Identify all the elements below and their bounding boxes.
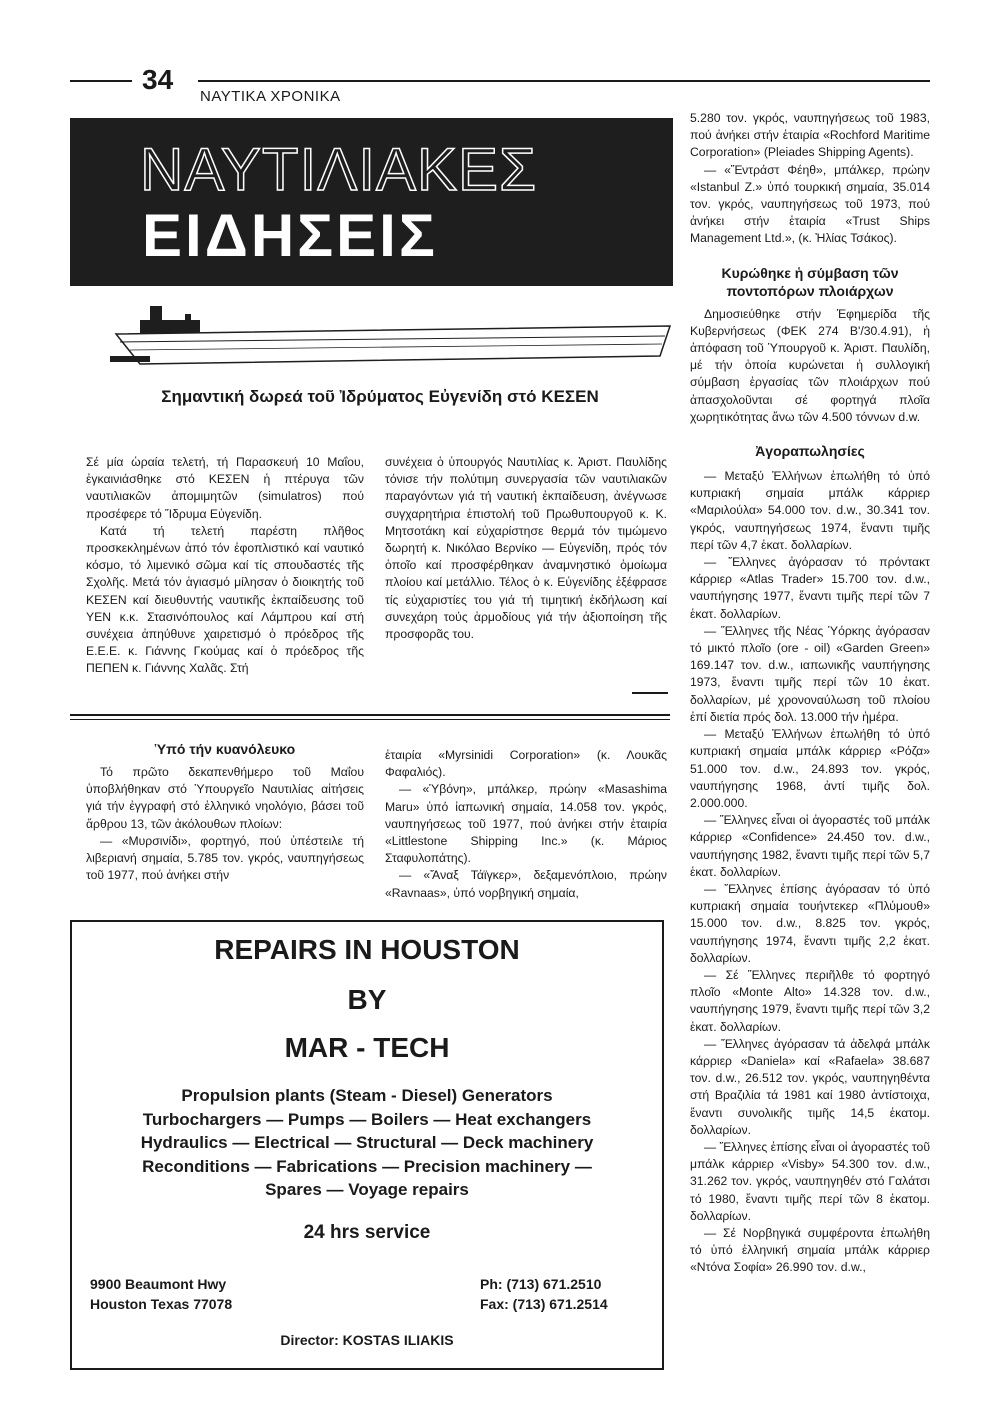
ratification-paragraph: Δημοσιεύθηκε στήν Ἐφημερίδα τῆς Κυβερνήσεως (ΦΕΚ 274 Β'/30.4.91), ἡ ἀπόφαση τοῦ Ὑπουργοῦ κ. Ἀριστ. Παυλίδη, μέ τήν ὁποία κυρώνεται ἡ συλλογική σύμβαση ἐργασίας τῶν πλοιάρχων πού ἀπασχολοῦνται σέ φορτηγά πλοῖα χωρητικότητας ἄνω τῶν 4.500 τόννων d.w. <box>690 306 930 424</box>
ad-contact <box>480 1274 608 1314</box>
magazine-name: ΝΑΥΤΙΚΑ ΧΡΟΝΙΚΑ <box>200 88 341 105</box>
ad-company: MAR - TECH <box>284 1032 450 1063</box>
header-rule-left <box>70 80 132 82</box>
article-end-mark <box>632 692 668 694</box>
ship-illustration <box>110 286 680 370</box>
article2-col1 <box>86 764 364 884</box>
ad-address <box>90 1274 232 1314</box>
ad-service-line: Turbochargers — Pumps — Boilers — Heat exchangers <box>142 1109 592 1129</box>
article1-title: Σημαντική δωρεά τοῦ Ἰδρύματος Εὐγενίδη στό ΚΕΣΕΝ <box>161 387 599 406</box>
right-column <box>690 110 930 1277</box>
ad-services <box>72 1084 662 1202</box>
ad-service-line: Propulsion plants (Steam - Diesel) Generators <box>181 1086 553 1105</box>
article2-paragraph: ἑταιρία «Myrsinidi Corporation» (κ. Λουκᾶς Φαφαλιός). <box>385 748 667 780</box>
ad-address-line2: Houston Texas 77078 <box>90 1296 233 1312</box>
ratification-title: Κυρώθηκε ἡ σύμβαση τῶν ποντοπόρων πλοιάρχων <box>721 264 899 299</box>
sales-item: — Μεταξύ Ἑλλήνων ἐπωλήθη τό ὑπό κυπριακή σημαία μπάλκ κάρριερ «Μαριλούλα» 54.000 τον. d.w., 30.341 τον. γκρός, ναυπηγήσεως 1974, ἔναντι τιμῆς περί τῶν 4,7 ἑκατ. δολλαρίων. <box>690 469 930 552</box>
ship-mast <box>185 314 191 328</box>
sales-item: — Ἕλληνες τῆς Νέας Ὑόρκης ἀγόρασαν τό μικτό πλοῖο (ore - oil) «Garden Green» 169.147 τον. d.w., ιαπωνικῆς ναυπήγησης 1973, ἔναντι τιμῆς περί τῶν 10 ἑκατ. δολλαρίων, μέ χρονοναύλωση τοῦ πλοίου ἐπί διετία πρός δολ. 13.000 τήν ἡμέρα. <box>690 623 930 724</box>
header-rule-right <box>198 80 930 82</box>
ad-service-line: Spares — Voyage repairs <box>265 1180 469 1199</box>
ad-director: Director: KOSTAS ILIAKIS <box>280 1332 454 1348</box>
article1-col1 <box>86 454 364 678</box>
ship-stern <box>110 356 150 362</box>
article1-paragraph: Κατά τή τελετή παρέστη πλῆθος προσκεκλημένων ἀπό τόν ἐφοπλιστικό καί ναυτικό κόσμο, τό λιμενικό σῶμα καί τίς σπουδαστές τῆς Σχολῆς. Μετά τόν ἁγιασμό μίλησαν ὁ διοικητής τοῦ ΚΕΣΕΝ καί διευθυντής ναυτικῆς ἐκπαίδευσης τοῦ ΥΕΝ κ.κ. Στασινόπουλος καί Λάμπρου καί στή συνέχεια ἀπηύθυνε χαιρετισμό ὁ πρόεδρος τῆς Ε.Ε.Ε. κ. Γιάννης Γκούμας καί ὁ πρόεδρος τῆς ΠΕΠΕΝ κ. Γιάννης Χαλᾶς. Στή <box>86 523 364 676</box>
page-number: 34 <box>142 64 174 95</box>
article1-paragraph: Σέ μία ὡραία τελετή, τή Παρασκευή 10 Μαΐου, ἐγκαινιάσθηκε στό ΚΕΣΕΝ ἡ πτέρυγα τῶν ναυτιλιακῶν ἀπομιμητῶν (simulatros) πού προσέφερε τό Ἵδρυμα Εὐγενίδη. <box>86 455 364 521</box>
section-divider-thin <box>70 719 670 720</box>
sales-item: — Μεταξύ Ἑλλήνων ἐπωλήθη τό ὑπό κυπριακή σημαία μπάλκ κάρριερ «Ρόζα» 51.000 τον. d.w., 24.893 τον. γκρός, ναυπήγησης 1968, ἀντί τιμῆς δολ. 2.000.000. <box>690 727 930 810</box>
ad-fax: Fax: (713) 671.2514 <box>480 1296 608 1312</box>
banner-title-line2: ΕΙΔΗΣΕΙΣ <box>142 202 438 269</box>
advertisement-box <box>70 920 664 1370</box>
article2-paragraph: Τό πρῶτο δεκαπενθήμερο τοῦ Μαΐου ὑποβλήθηκαν στό Ὑπουργεῖο Ναυτιλίας αἰτήσεις γιά τήν ἐγγραφή στό ἑλληνικό νηολόγιο, βάσει τοῦ ἄρθρου 13, τῶν ἀκόλουθων πλοίων: <box>86 765 364 831</box>
ad-headline: REPAIRS IN HOUSTON <box>214 934 520 965</box>
sales-item: — Σέ Νορβηγικά συμφέροντα ἐπωλήθη τό ὑπό ἑλληνική σημαία μπάλκ κάρριερ «Ντόνα Σοφία» 26.990 τον. d.w., <box>690 1225 930 1275</box>
sales-item: — Ἕλληνες ἐπίσης ἀγόρασαν τό ὑπό κυπριακή σημαία τουήντεκερ «Πλύμουθ» 15.000 τον. d.w., 8.825 τον. γκρός, ναυπήγησης 1974, ἔναντι τιμῆς 2,2 ἑκατ. δολλαρίων. <box>690 881 930 965</box>
article2-title: Ὑπό τήν κυανόλευκο <box>154 741 296 757</box>
ad-service-line: Reconditions — Fabrications — Precision machinery — <box>142 1156 592 1176</box>
news-banner <box>70 118 673 286</box>
ad-address-line1: 9900 Beaumont Hwy <box>90 1276 227 1292</box>
sales-item: — Σέ Ἕλληνες περιῆλθε τό φορτηγό πλοῖο «Monte Alto» 14.328 τον. d.w., ναυπήγησης 1979, ἔναντι τιμῆς περί τῶν 3,2 ἑκατ. δολλαρίων. <box>690 967 930 1034</box>
article2-paragraph: — «Μυρσινίδι», φορτηγό, πού ὑπέστειλε τή λιβεριανή σημαία, 5.785 τον. γκρός, ναυπηγήσεως τοῦ 1977, πού ἀνήκει στήν <box>86 833 364 883</box>
right-intro-paragraph: — «Ἔντράστ Φέηθ», μπάλκερ, πρώην «Istanbul Z.» ὑπό τουρκική σημαία, 35.014 τον. γκρός, ναυπηγήσεως τοῦ 1973, πού ἀνήκει στήν ἑταιρία «Trust Ships Management Ltd.», (κ. Ἠλίας Τσάκος). <box>690 162 930 246</box>
sales-item: — Ἕλληνες εἶναι οἱ ἀγοραστές τοῦ μπάλκ κάρριερ «Confidence» 24.450 τον. d.w., ναυπήγησης 1982, ἔναντι τιμῆς περί τῶν 5,7 ἑκατ. δολλαρίων. <box>690 813 930 879</box>
ad-by: BY <box>347 984 387 1015</box>
sales-title: Ἀγοραπωλησίες <box>755 443 865 460</box>
article1-col2 <box>385 454 667 643</box>
ad-phone: Ph: (713) 671.2510 <box>480 1276 602 1292</box>
banner-title-line1: ΝΑΥΤΙΛΙΑΚΕΣ <box>140 136 538 203</box>
ad-service-line: Hydraulics — Electrical — Structural — Deck machinery <box>140 1133 594 1152</box>
article2-paragraph: — «Ἄναξ Τάϊγκερ», δεξαμενόπλοιο, πρώην «Ravnaas», ὑπό νορβηγική σημαία, <box>385 868 667 900</box>
article2-col2 <box>385 747 667 902</box>
ad-service-hours: 24 hrs service <box>303 1222 431 1243</box>
sales-item: — Ἕλληνες ἀγόρασαν τά ἀδελφά μπάλκ κάρριερ «Daniela» καί «Rafaela» 38.687 τον. d.w., 26.512 τον. γκρός, ναυπηγηθέντα στή Βραζιλία τά 1981 καί 1980 ἀντίστοιχα, ἔναντι συνολικῆς τιμῆς 14,5 ἑκατομ. δολλαρίων. <box>690 1036 930 1137</box>
section-divider <box>70 714 670 716</box>
article1-paragraph: συνέχεια ὁ ὑπουργός Ναυτιλίας κ. Ἀριστ. Παυλίδης τόνισε τήν πολύτιμη συνεργασία τῶν ναυτιλιακῶν παραγόντων γιά τή ναυτική ἐκπαίδευση, ἀνέγνωσε συγχαρητήρια ἐπιστολή τοῦ Πρωθυπουργοῦ κ. Κ. Μητσοτάκη καί εὐχαρίστησε θερμά τόν τιμώμενο δωρητή κ. Νικόλαο Βερνίκο — Εὐγενίδη, πρός τόν ὁποῖο καί προσφέρθηκαν ἀναμνηστικό ὁμοίωμα πλοίου καί μετάλλιο. Τέλος ὁ κ. Εὐγενίδης ἐξέφρασε τίς εὐχαριστίες του γιά τή τιμητική ἐκδήλωση καί συνεχάρη τούς ἁρμοδίους γιά τήν ἀξιοποίηση τῆς προσφορᾶς του. <box>385 455 667 642</box>
right-intro-paragraph: 5.280 τον. γκρός, ναυπηγήσεως τοῦ 1983, πού ἀνήκει στήν ἑταιρία «Rochford Maritime Corporation» (Pleiades Shipping Agents). <box>690 111 930 160</box>
sales-item: — Ἕλληνες ἀγόρασαν τό πρόντακτ κάρριερ «Atlas Trader» 15.700 τον. d.w., ναυπήγησης 1977, ἔναντι τιμῆς περί τῶν 7 ἑκατ. δολλαρίων. <box>690 555 930 621</box>
article2-paragraph: — «Ὑβόνη», μπάλκερ, πρώην «Masashima Maru» ὑπό ἰαπωνική σημαία, 14.058 τον. γκρός, ναυπηγήσεως τοῦ 1977, πού ἀνήκει στήν ἑταιρία «Littlestone Shipping Inc.» (κ. Μάριος Σταφυλοπάτης). <box>385 782 667 866</box>
sales-item: — Ἕλληνες ἐπίσης εἶναι οἱ ἀγοραστές τοῦ μπάλκ κάρριερ «Visby» 54.300 τον. d.w., 31.262 τον. γκρός, ναυπηγηθέν στό Γαλάτσι τό 1980, ἔναντι τιμῆς περί τῶν 8 ἑκατομ. δολλαρίων. <box>690 1139 930 1223</box>
